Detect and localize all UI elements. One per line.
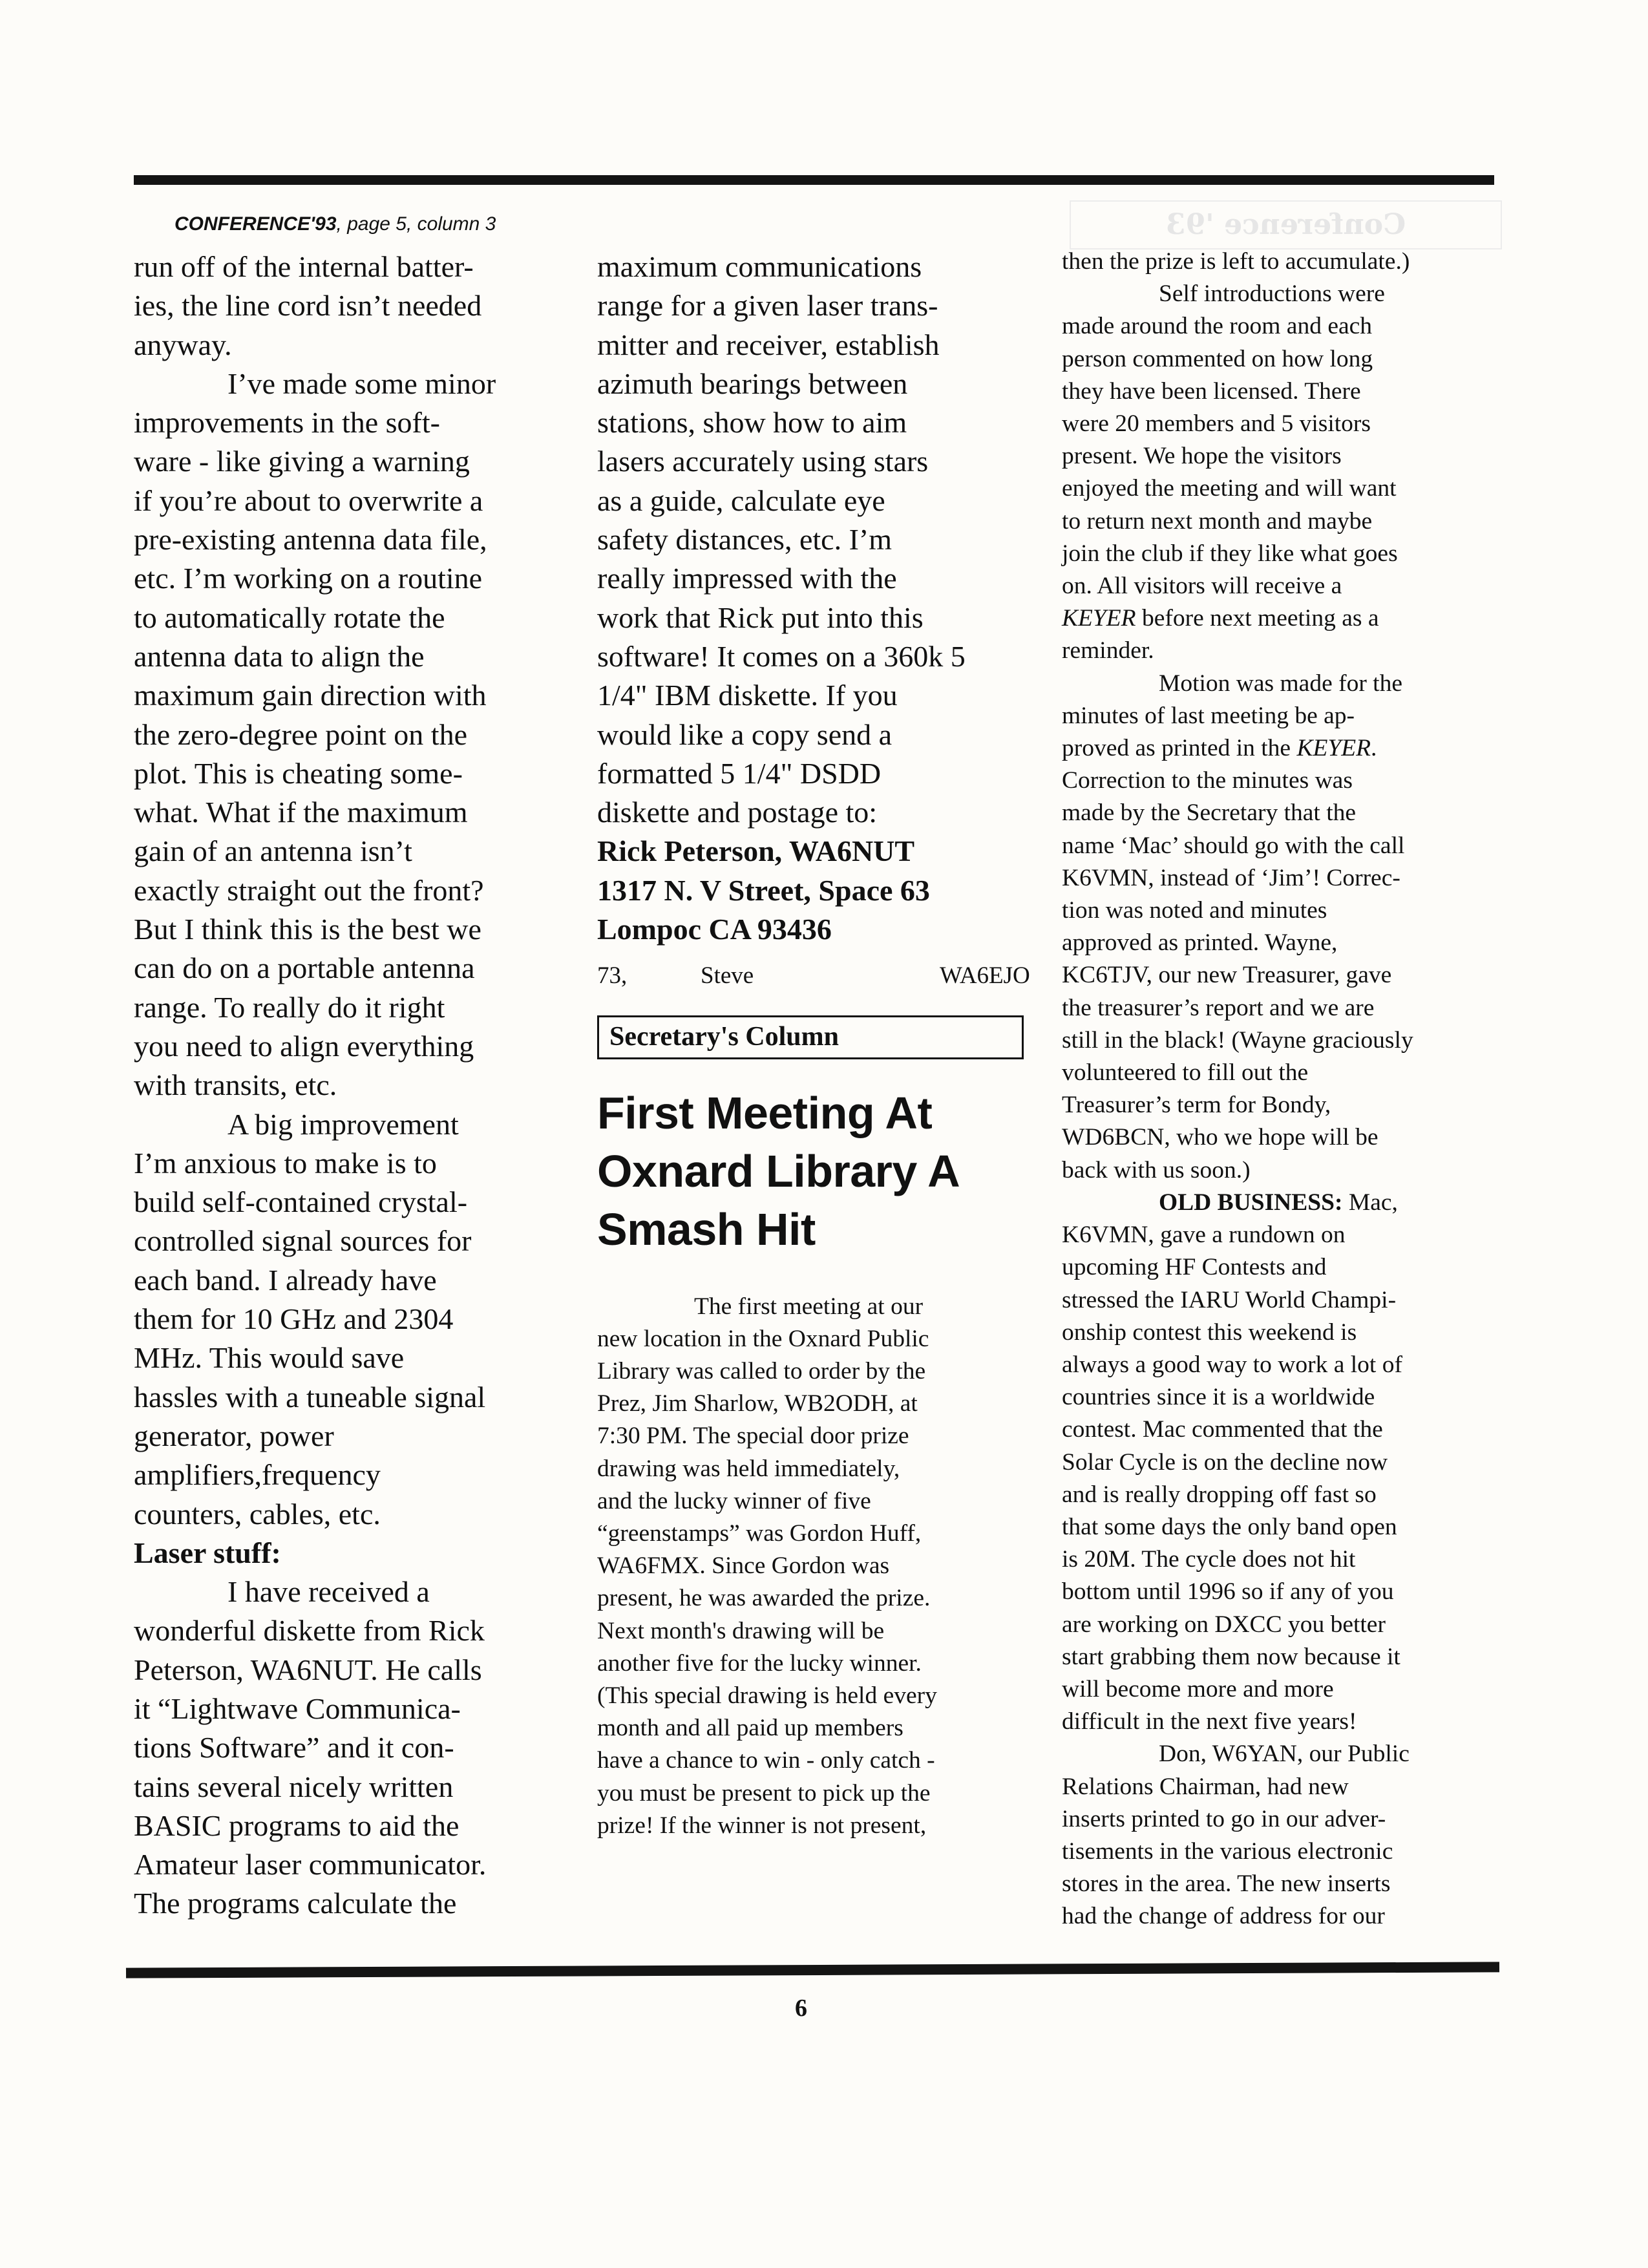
text-line: Relations Chairman, had new bbox=[1062, 1773, 1349, 1800]
text-line: (This special drawing is held every bbox=[597, 1682, 937, 1710]
text-line: contest. Mac commented that the bbox=[1062, 1416, 1383, 1443]
text-line: stations, show how to aim bbox=[597, 406, 907, 440]
text-line: mitter and receiver, establish bbox=[597, 328, 940, 361]
text-line: generator, power bbox=[134, 1419, 334, 1452]
text-line: work that Rick put into this bbox=[597, 600, 924, 634]
text-line: build self-contained crystal- bbox=[134, 1185, 468, 1219]
text-line: it “Lightwave Communica- bbox=[134, 1691, 461, 1725]
text-line: 1/4" IBM diskette. If you bbox=[597, 679, 898, 712]
text-line: present, he was awarded the prize. bbox=[597, 1585, 931, 1612]
paragraph-start: A big improvement bbox=[227, 1107, 459, 1141]
text-line: enjoyed the meeting and will want bbox=[1062, 475, 1397, 502]
text-line: person commented on how long bbox=[1062, 345, 1373, 372]
text-line: amplifiers,frequency bbox=[134, 1458, 381, 1492]
text-line: you must be present to pick up the bbox=[597, 1779, 931, 1807]
text-line: another five for the lucky winner. bbox=[597, 1649, 922, 1677]
keyer-title: KEYER bbox=[1062, 605, 1136, 632]
text-line: WD6BCN, who we hope will be bbox=[1062, 1124, 1379, 1151]
text-line: and is really dropping off fast so bbox=[1062, 1481, 1377, 1508]
text-line: “greenstamps” was Gordon Huff, bbox=[597, 1520, 922, 1547]
text-line: tions Software” and it con- bbox=[134, 1731, 454, 1765]
text-line: tion was noted and minutes bbox=[1062, 897, 1327, 924]
text-line: really impressed with the bbox=[597, 562, 897, 595]
text-line: if you’re about to overwrite a bbox=[134, 483, 483, 517]
text-line: maximum communications bbox=[597, 250, 922, 283]
text-line: will become more and more bbox=[1062, 1675, 1334, 1702]
signoff-closing: 73, bbox=[597, 962, 628, 990]
text-line: exactly straight out the front? bbox=[134, 873, 484, 907]
text-line: wonderful diskette from Rick bbox=[134, 1614, 485, 1648]
text-line: what. What if the maximum bbox=[134, 796, 468, 829]
address-line: Rick Peterson, WA6NUT bbox=[597, 834, 915, 868]
subheading-laser-stuff: Laser stuff: bbox=[134, 1536, 281, 1569]
paragraph-start: I have received a bbox=[227, 1575, 430, 1609]
text-line: with transits, etc. bbox=[134, 1068, 337, 1102]
text-line: the treasurer’s report and we are bbox=[1062, 994, 1375, 1021]
running-head bbox=[174, 213, 496, 235]
text-line: run off of the internal batter- bbox=[134, 250, 474, 283]
text-line: minutes of last meeting be ap- bbox=[1062, 702, 1355, 729]
text-line: then the prize is left to accumulate.) bbox=[1062, 248, 1410, 275]
section-heading-secretarys-column: Secretary's Column bbox=[597, 1015, 1024, 1059]
text-line: would like a copy send a bbox=[597, 717, 893, 751]
text-line: onship contest this weekend is bbox=[1062, 1319, 1357, 1346]
text-line: difficult in the next five years! bbox=[1062, 1708, 1357, 1735]
text-line: plot. This is cheating some- bbox=[134, 756, 463, 790]
address-line: Lompoc CA 93436 bbox=[597, 913, 832, 946]
text-line: range. To really do it right bbox=[134, 990, 445, 1024]
text-line: Solar Cycle is on the decline now bbox=[1062, 1448, 1388, 1476]
bottom-rule bbox=[126, 1962, 1499, 1978]
text-line: the zero-degree point on the bbox=[134, 717, 467, 751]
headline-line: First Meeting At bbox=[597, 1087, 933, 1138]
text-line: controlled signal sources for bbox=[134, 1224, 472, 1258]
text-line: antenna data to align the bbox=[134, 639, 425, 673]
signoff-callsign: WA6EJO bbox=[940, 962, 1030, 990]
text-line: Next month's drawing will be bbox=[597, 1617, 885, 1644]
text-line: Peterson, WA6NUT. He calls bbox=[134, 1653, 482, 1686]
text-line: volunteered to fill out the bbox=[1062, 1059, 1309, 1086]
text-line: But I think this is the best we bbox=[134, 913, 481, 946]
text-line: KEYER before next meeting as a bbox=[1062, 605, 1379, 632]
address-line: 1317 N. V Street, Space 63 bbox=[597, 873, 930, 907]
text-line: that some days the only band open bbox=[1062, 1513, 1397, 1540]
column-1 bbox=[134, 248, 573, 1924]
text-line: stores in the area. The new inserts bbox=[1062, 1871, 1391, 1898]
text-line: gain of an antenna isn’t bbox=[134, 834, 412, 868]
column-2 bbox=[597, 248, 1043, 1842]
article-headline bbox=[597, 1084, 1043, 1258]
headline-line: Oxnard Library A bbox=[597, 1145, 960, 1196]
bleed-through-box: Conference '93 bbox=[1070, 200, 1502, 249]
paragraph-start: OLD BUSINESS: Mac, bbox=[1159, 1189, 1398, 1216]
text-line: still in the black! (Wayne graciously bbox=[1062, 1026, 1413, 1054]
text-line: bottom until 1996 so if any of you bbox=[1062, 1578, 1394, 1606]
keyer-title: KEYER bbox=[1296, 735, 1371, 762]
text-line: BASIC programs to aid the bbox=[134, 1808, 460, 1842]
text-line: I’m anxious to make is to bbox=[134, 1146, 437, 1180]
text-line: K6VMN, gave a rundown on bbox=[1062, 1222, 1346, 1249]
text-line: stressed the IARU World Champi- bbox=[1062, 1286, 1397, 1313]
text-line: reminder. bbox=[1062, 637, 1154, 664]
text-line: formatted 5 1/4" DSDD bbox=[597, 756, 882, 790]
running-head-title: CONFERENCE'93 bbox=[174, 213, 337, 235]
page-number: 6 bbox=[795, 1995, 807, 2022]
text-line: to automatically rotate the bbox=[134, 600, 445, 634]
text-line: proved as printed in the KEYER. bbox=[1062, 735, 1377, 762]
column-3 bbox=[1062, 246, 1501, 1933]
running-head-rest: , page 5, column 3 bbox=[336, 213, 496, 235]
text-line: can do on a portable antenna bbox=[134, 951, 475, 985]
text-line: safety distances, etc. I’m bbox=[597, 523, 892, 556]
text-line: drawing was held immediately, bbox=[597, 1455, 900, 1482]
paragraph-start: I’ve made some minor bbox=[227, 366, 496, 400]
text-line: had the change of address for our bbox=[1062, 1903, 1385, 1930]
paragraph-start: The first meeting at our bbox=[694, 1293, 924, 1320]
text-line: etc. I’m working on a routine bbox=[134, 562, 483, 595]
text-line: upcoming HF Contests and bbox=[1062, 1254, 1327, 1281]
text-line: prize! If the winner is not present, bbox=[597, 1812, 927, 1839]
text-line: inserts printed to go in our adver- bbox=[1062, 1805, 1386, 1832]
text-line: maximum gain direction with bbox=[134, 679, 487, 712]
text-line: countries since it is a worldwide bbox=[1062, 1384, 1375, 1411]
text-line: Prez, Jim Sharlow, WB2ODH, at bbox=[597, 1390, 918, 1417]
text-line: start grabbing them now because it bbox=[1062, 1643, 1400, 1670]
top-rule bbox=[134, 175, 1494, 185]
text-line: were 20 members and 5 visitors bbox=[1062, 410, 1371, 438]
text-line: and the lucky winner of five bbox=[597, 1487, 871, 1514]
text-line: on. All visitors will receive a bbox=[1062, 573, 1342, 600]
text-line: pre-existing antenna data file, bbox=[134, 523, 487, 556]
text-line: approved as printed. Wayne, bbox=[1062, 929, 1338, 957]
text-line: have a chance to win - only catch - bbox=[597, 1747, 935, 1774]
text-line: to return next month and maybe bbox=[1062, 507, 1373, 535]
text-line: always a good way to work a lot of bbox=[1062, 1351, 1402, 1378]
paragraph-start: Don, W6YAN, our Public bbox=[1159, 1741, 1410, 1768]
text-line: K6VMN, instead of ‘Jim’! Correc- bbox=[1062, 864, 1400, 891]
text-line: new location in the Oxnard Public bbox=[597, 1325, 929, 1352]
text-line: Library was called to order by the bbox=[597, 1358, 926, 1385]
paragraph-start: Motion was made for the bbox=[1159, 670, 1402, 697]
signoff-name: Steve bbox=[701, 962, 754, 990]
text-line: made around the room and each bbox=[1062, 313, 1373, 340]
text-line: anyway. bbox=[134, 328, 232, 361]
text-line: The programs calculate the bbox=[134, 1887, 457, 1920]
text-line: diskette and postage to: bbox=[597, 796, 878, 829]
text-line: Correction to the minutes was bbox=[1062, 767, 1353, 794]
text-line: Treasurer’s term for Bondy, bbox=[1062, 1092, 1331, 1119]
text-line: WA6FMX. Since Gordon was bbox=[597, 1553, 890, 1580]
text-line: 7:30 PM. The special door prize bbox=[597, 1423, 909, 1450]
text-line: is 20M. The cycle does not hit bbox=[1062, 1546, 1356, 1573]
text-line: MHz. This would save bbox=[134, 1341, 405, 1375]
text-line: each band. I already have bbox=[134, 1263, 437, 1297]
text-line: Amateur laser communicator. bbox=[134, 1848, 487, 1881]
text-line: made by the Secretary that the bbox=[1062, 800, 1357, 827]
text-line: back with us soon.) bbox=[1062, 1156, 1251, 1183]
article-body bbox=[597, 1291, 1043, 1842]
text-line: are working on DXCC you better bbox=[1062, 1611, 1386, 1638]
text-line: ware - like giving a warning bbox=[134, 445, 470, 478]
text-line: name ‘Mac’ should go with the call bbox=[1062, 832, 1405, 859]
text-line: join the club if they like what goes bbox=[1062, 540, 1398, 567]
paragraph-start: Self introductions were bbox=[1159, 281, 1385, 308]
text-line: as a guide, calculate eye bbox=[597, 483, 885, 517]
text-line: counters, cables, etc. bbox=[134, 1497, 381, 1531]
text-line: software! It comes on a 360k 5 bbox=[597, 639, 966, 673]
text-line: lasers accurately using stars bbox=[597, 445, 929, 478]
text-line: present. We hope the visitors bbox=[1062, 443, 1342, 470]
subheading-old-business: OLD BUSINESS: bbox=[1159, 1189, 1343, 1216]
text-line: improvements in the soft- bbox=[134, 406, 440, 440]
text-line: they have been licensed. There bbox=[1062, 377, 1361, 405]
signoff bbox=[597, 957, 1043, 995]
text-line: KC6TJV, our new Treasurer, gave bbox=[1062, 962, 1392, 989]
text-line: ies, the line cord isn’t needed bbox=[134, 289, 482, 323]
text-line: tisements in the various electronic bbox=[1062, 1838, 1393, 1865]
text-line: you need to align everything bbox=[134, 1029, 474, 1063]
text-line: azimuth bearings between bbox=[597, 366, 908, 400]
text-line: month and all paid up members bbox=[597, 1715, 903, 1742]
text-line: them for 10 GHz and 2304 bbox=[134, 1302, 454, 1336]
headline-line: Smash Hit bbox=[597, 1203, 816, 1255]
text-line: tains several nicely written bbox=[134, 1770, 454, 1803]
text-line: range for a given laser trans- bbox=[597, 289, 938, 323]
text-line: hassles with a tuneable signal bbox=[134, 1380, 486, 1414]
